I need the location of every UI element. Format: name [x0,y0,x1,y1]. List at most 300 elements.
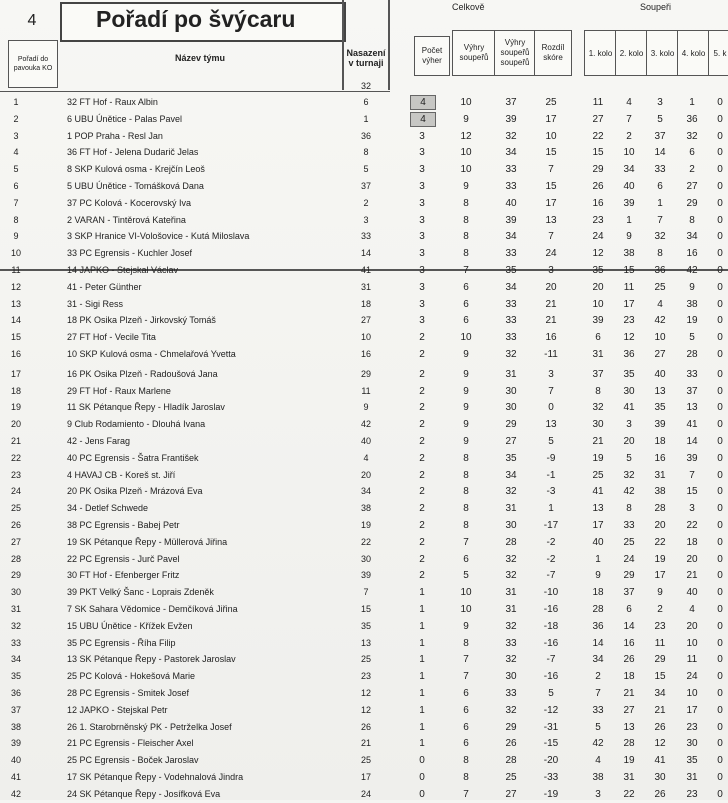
cell-r2: 31 [623,772,635,783]
cell-r5: 0 [717,214,723,226]
cell-r5: 0 [717,772,723,783]
cell-vs: 9 [463,181,469,192]
cell-r1: 33 [592,704,604,716]
header-position-label: Pořadí do pavouka KO [13,56,53,72]
cell-sk: 5 [548,688,554,699]
table-row [0,652,728,668]
header-score-diff-label: Rozdíl skóre [541,43,565,62]
cell-seed: 22 [360,536,371,547]
table-row [0,347,728,363]
cell-team: 15 UBU Únětice - Křížek Evžen [67,620,193,631]
cell-sk: 17 [545,113,557,125]
cell-v: 3 [419,281,425,293]
cell-seed: 21 [360,738,371,749]
cell-vs: 6 [463,688,469,699]
cell-vs: 8 [463,755,469,767]
cell-r1: 28 [592,604,604,615]
cell-r2: 11 [623,281,635,293]
header-round-4 [677,30,710,76]
cell-r4: 40 [686,587,698,599]
table-row [0,434,728,450]
cell-seed: 19 [360,520,371,530]
cell-v: 2 [419,570,425,582]
cell-vss: 34 [505,231,517,243]
cell-vs: 8 [463,214,469,226]
cell-r5: 0 [717,704,723,716]
cell-r3: 18 [654,436,666,447]
table-row [0,568,728,584]
cell-r1: 12 [592,248,604,260]
cell-v: 2 [419,368,425,380]
cell-vss: 37 [505,97,517,108]
cell-team: 20 PK Osika Plzeň - Mrázová Eva [67,486,203,497]
cell-vss: 32 [505,654,517,666]
cell-vss: 31 [505,587,517,599]
cell-r1: 20 [592,281,604,293]
cell-v: 4 [410,95,436,110]
cell-vss: 30 [505,402,517,414]
cell-seed: 25 [360,654,371,665]
cell-sk: -7 [546,570,556,582]
cell-team: 39 PKT Velký Šanc - Loprais Zdeněk [67,587,214,598]
cell-r4: 31 [686,772,698,783]
cell-r2: 20 [623,436,635,447]
cell-vs: 7 [463,788,469,800]
cell-seed: 26 [360,721,371,732]
cell-v: 2 [419,402,425,414]
cell-r4: 42 [686,265,698,276]
table-row [0,196,728,212]
cell-vs: 8 [463,231,469,243]
cell-r2: 36 [623,349,635,360]
header-opp-opp-wins-label: Výhry soupeřů soupeřů [500,38,530,67]
cell-r4: 2 [689,164,695,176]
cell-r3: 34 [654,688,666,699]
cell-vs: 9 [463,368,469,380]
cell-vs: 6 [463,298,469,310]
cell-sk: 7 [548,385,554,397]
cell-vs: 9 [463,620,469,632]
cell-pos: 19 [10,402,21,413]
cell-r1: 3 [595,788,601,800]
header-wins [414,36,450,76]
cell-vss: 32 [505,349,517,360]
cell-sk: -2 [546,536,556,548]
cell-r3: 23 [654,620,666,632]
cell-vss: 25 [505,772,517,783]
cell-r3: 33 [654,164,666,176]
cell-sk: -16 [543,604,559,615]
cell-vs: 10 [460,97,472,108]
cell-r5: 0 [717,738,723,750]
cell-seed: 14 [360,248,371,259]
cell-r4: 33 [686,368,698,380]
header-divider [0,91,390,92]
cell-v: 2 [419,452,425,464]
cell-r2: 2 [626,130,632,142]
cell-seed: 30 [360,553,371,564]
table-row [0,636,728,652]
cell-r2: 5 [626,452,632,464]
cell-r5: 0 [717,688,723,699]
cell-pos: 6 [13,181,19,191]
cell-seed: 34 [360,486,371,497]
cell-seed: 42 [360,419,371,430]
cell-r5: 0 [717,402,723,414]
cell-seed: 31 [360,281,371,292]
cell-r3: 32 [654,231,666,243]
cell-r5: 0 [717,620,723,632]
cell-vs: 6 [463,315,469,327]
cell-seed: 25 [360,755,371,766]
cell-team: 12 JAPKO - Stejskal Petr [67,704,168,715]
header-round-1 [584,30,617,76]
cell-r1: 8 [595,385,601,397]
cell-v: 3 [419,265,425,276]
cell-r2: 21 [623,688,635,699]
cell-r4: 11 [686,654,698,666]
cell-pos: 30 [10,587,21,598]
cell-r2: 4 [626,97,632,108]
cell-seed: 18 [360,298,371,309]
cell-r2: 28 [623,738,635,750]
cell-r1: 35 [592,265,604,276]
cell-r3: 26 [654,721,666,733]
header-round-5-label: 5. k [713,48,727,58]
cell-r4: 20 [686,620,698,632]
cell-r4: 20 [686,553,698,565]
cell-r5: 0 [717,349,723,360]
cell-r3: 8 [657,248,663,260]
cell-r4: 30 [686,738,698,750]
cell-r1: 19 [592,452,604,464]
cell-seed: 29 [360,368,371,379]
cell-seed: 39 [360,570,371,581]
cell-r3: 27 [654,349,666,360]
cell-vss: 26 [505,738,517,750]
cell-r3: 4 [657,298,663,310]
cell-r3: 31 [654,469,666,481]
cell-team: 4 HAVAJ CB - Koreš st. Jiří [67,469,176,480]
cell-team: 5 UBU Únětice - Tomášková Dana [67,181,204,191]
cell-v: 2 [419,503,425,515]
cell-pos: 41 [10,772,21,782]
cell-v: 1 [419,620,425,632]
cell-vss: 40 [505,197,517,209]
cell-pos: 36 [10,688,21,698]
table-row [0,330,728,346]
cell-sk: 25 [545,97,557,108]
cell-sk: -15 [543,738,559,750]
cell-vss: 34 [505,281,517,293]
header-round-1-label: 1. kolo [588,48,613,58]
cell-vss: 28 [505,536,517,548]
cell-r3: 41 [654,755,666,767]
cell-sk: 13 [545,214,557,226]
cell-r5: 0 [717,130,723,142]
cell-pos: 32 [10,620,21,631]
cell-seed: 41 [360,265,371,275]
cell-r2: 6 [626,604,632,615]
cell-r2: 40 [623,181,635,192]
cell-r5: 0 [717,520,723,531]
header-seed: Nasazení v turnaji [346,48,386,68]
cell-sk: 16 [545,332,557,344]
cell-r3: 40 [654,368,666,380]
cell-r3: 39 [654,419,666,431]
header-round-4-label: 4. kolo [681,48,706,58]
cell-vss: 31 [505,604,517,615]
cell-seed: 7 [363,587,369,598]
cell-team: 38 PC Egrensis - Babej Petr [67,520,180,530]
cell-v: 3 [419,214,425,226]
cell-r2: 26 [623,654,635,666]
cell-r3: 13 [654,385,666,397]
table-row [0,703,728,719]
cell-vss: 32 [505,486,517,498]
cell-r4: 1 [689,97,695,108]
cell-vss: 32 [505,704,517,716]
cell-vs: 6 [463,281,469,293]
cell-vs: 9 [463,436,469,447]
cell-vss: 30 [505,671,517,683]
table-row [0,602,728,618]
cell-r1: 14 [592,637,604,649]
cell-team: 21 PC Egrensis - Fleischer Axel [67,738,194,749]
cell-r5: 0 [717,654,723,666]
cell-r1: 32 [592,402,604,414]
cell-vss: 33 [505,688,517,699]
cell-vs: 8 [463,469,469,481]
header-round-2-label: 2. kolo [619,48,644,58]
cell-r5: 0 [717,671,723,683]
table-row [0,753,728,769]
cell-sk: 20 [545,281,557,293]
cell-r4: 27 [686,181,698,192]
cell-r3: 3 [657,97,663,108]
cell-r4: 38 [686,298,698,310]
cell-sk: 7 [548,164,554,176]
cell-pos: 10 [10,248,21,259]
cell-r1: 27 [592,113,604,125]
cell-pos: 22 [10,452,21,463]
cell-vss: 32 [505,570,517,582]
table-row [0,112,728,128]
cell-v: 2 [419,486,425,498]
cell-r4: 23 [686,788,698,800]
cell-r4: 29 [686,197,698,209]
cell-v: 3 [419,231,425,243]
divider [388,0,390,90]
cell-vs: 9 [463,402,469,414]
cell-sk: 24 [545,248,557,260]
cell-r2: 32 [623,469,635,481]
cell-seed: 33 [360,231,371,242]
table-row [0,720,728,736]
table-row [0,686,728,702]
cell-r4: 6 [689,147,695,159]
cell-team: 7 SK Sahara Vědomice - Demčíková Jiřina [67,604,238,614]
table-row [0,400,728,416]
cell-v: 0 [419,788,425,800]
cell-v: 1 [419,738,425,750]
cell-v: 2 [419,520,425,531]
cell-sk: -10 [543,587,559,599]
cell-v: 1 [419,671,425,683]
cell-v: 3 [419,298,425,310]
cell-r5: 0 [717,181,723,192]
cell-r1: 2 [595,671,601,683]
cell-vs: 9 [463,385,469,397]
cell-team: 27 FT Hof - Vecile Tita [67,332,156,343]
cell-vss: 34 [505,147,517,159]
cell-r2: 17 [623,298,635,310]
cell-team: 26 1. Starobrněnský PK - Petrželka Josef [67,721,232,732]
table-row [0,484,728,500]
cell-r4: 5 [689,332,695,344]
cell-team: 30 FT Hof - Efenberger Fritz [67,570,180,581]
cell-seed: 1 [363,113,369,124]
table-row [0,451,728,467]
cell-r2: 33 [623,520,635,531]
cell-r5: 0 [717,332,723,344]
cell-seed: 3 [363,214,369,225]
cell-seed: 35 [360,620,371,631]
cell-r1: 38 [592,772,604,783]
cell-vs: 7 [463,671,469,683]
cell-pos: 5 [13,164,19,175]
cell-r1: 9 [595,570,601,582]
cell-sk: -17 [543,520,559,531]
cell-sk: 0 [548,402,554,414]
cell-team: 35 PC Egrensis - Říha Filip [67,637,176,648]
cell-vss: 31 [505,503,517,515]
cell-vs: 5 [463,570,469,582]
cell-r5: 0 [717,721,723,733]
cell-r2: 23 [623,315,635,327]
cell-r4: 16 [686,248,698,260]
cell-seed: 5 [363,164,369,175]
table-row [0,535,728,551]
cell-pos: 18 [10,385,21,396]
cell-r4: 9 [689,281,695,293]
cell-r3: 37 [654,130,666,142]
cell-r4: 36 [686,113,698,125]
cell-r1: 10 [592,298,604,310]
table-row [0,229,728,245]
cell-team: 37 PC Kolová - Kocerovský Iva [67,197,192,208]
cell-vs: 8 [463,452,469,464]
cell-v: 3 [419,248,425,260]
cell-vs: 7 [463,536,469,548]
table-row [0,501,728,517]
cell-r1: 11 [592,97,604,108]
cell-r4: 22 [686,520,698,531]
cell-v: 2 [419,332,425,344]
cell-pos: 27 [10,536,21,547]
cell-vss: 32 [505,130,517,142]
cell-pos: 9 [13,231,19,242]
cell-r1: 42 [592,738,604,750]
cell-team: 25 PC Kolová - Hokešová Marie [67,671,196,682]
cell-r2: 10 [623,147,635,159]
cell-team: 24 SK Pétanque Řepy - Josífková Eva [67,788,221,799]
cell-vss: 31 [505,368,517,380]
cell-r1: 1 [595,553,601,565]
cell-team: 16 PK Osika Plzeň - Radoušová Jana [67,368,218,379]
cell-r5: 0 [717,486,723,498]
cell-seed: 4 [363,452,369,463]
cell-pos: 25 [10,503,21,514]
cell-pos: 4 [13,147,19,158]
cell-vss: 27 [505,788,517,800]
cell-seed: 13 [360,637,371,648]
cell-seed: 9 [363,402,369,413]
cell-seed: 37 [360,181,371,191]
cell-r2: 27 [623,704,635,716]
table-row [0,95,728,111]
cell-r3: 29 [654,654,666,666]
cell-pos: 2 [13,113,19,124]
cell-r2: 7 [626,113,632,125]
cell-vs: 6 [463,704,469,716]
cell-seed: 12 [360,688,371,698]
cell-pos: 26 [10,520,21,530]
cell-v: 2 [419,469,425,481]
cell-team: 11 SK Pétanque Řepy - Hladík Jaroslav [67,402,225,413]
cell-vs: 9 [463,349,469,360]
cell-r2: 34 [623,164,635,176]
table-row [0,213,728,229]
cell-r5: 0 [717,637,723,649]
cell-r4: 8 [689,214,695,226]
cell-team: 41 - Peter Günther [67,281,142,292]
cell-vss: 35 [505,452,517,464]
cell-r4: 14 [686,436,698,447]
cell-r4: 21 [686,570,698,582]
title-box [60,2,346,42]
cell-r2: 42 [623,486,635,498]
cell-seed: 20 [360,469,371,480]
table-row [0,669,728,685]
cell-pos: 13 [10,298,21,309]
cell-sk: -33 [543,772,559,783]
cell-sk: -16 [543,671,559,683]
header-round-3 [646,30,679,76]
cell-r2: 30 [623,385,635,397]
cell-team: 32 FT Hof - Raux Albin [67,97,158,107]
cell-v: 0 [419,772,425,783]
cell-r4: 13 [686,402,698,414]
cell-v: 4 [410,112,436,127]
cell-r5: 0 [717,113,723,125]
cell-r3: 2 [657,604,663,615]
table-row [0,179,728,195]
cell-r2: 41 [623,402,635,414]
cell-pos: 40 [10,755,21,766]
cell-vs: 6 [463,738,469,750]
cell-pos: 1 [13,97,19,107]
cell-v: 1 [419,637,425,649]
cell-r5: 0 [717,452,723,464]
cell-seed: 27 [360,315,371,326]
header-opp-wins-label: Výhry soupeřů [459,43,489,62]
cell-r1: 21 [592,436,604,447]
cell-r2: 12 [623,332,635,344]
cell-r4: 35 [686,755,698,767]
cell-r5: 0 [717,436,723,447]
header-round-2 [615,30,648,76]
